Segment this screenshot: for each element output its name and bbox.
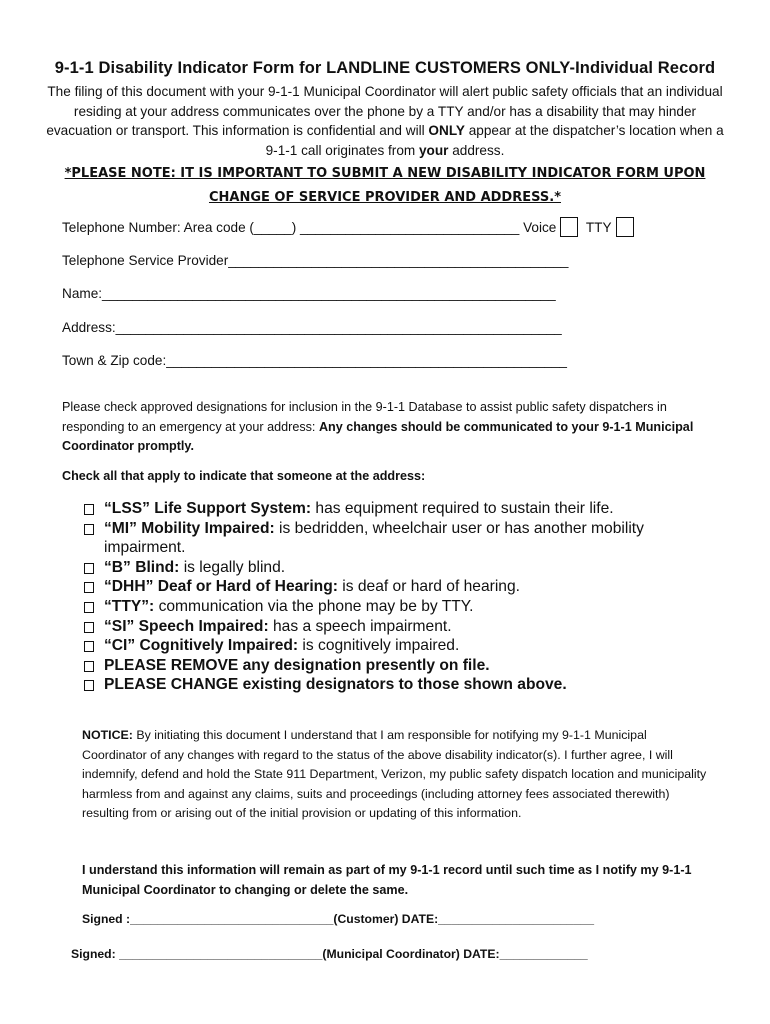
designation-mi — [84, 519, 704, 558]
designation-text: is bedridden, wheelchair user or has another mobility impairment. — [104, 519, 644, 557]
intro-text-2: appear at the dispatcher’s location when a 9-1-1 call originates from — [265, 123, 724, 158]
designation-label: “B” Blind: — [104, 558, 180, 576]
check-para-text: Please check approved designations for inclusion in the 9-1-1 Database to assist public safety dispatchers in responding to an emergency at your address: — [62, 400, 667, 434]
designation-list — [84, 499, 704, 695]
designation-lss — [84, 499, 704, 519]
tty-label: TTY — [585, 220, 612, 235]
designation-dhh — [84, 577, 704, 597]
designation-label: “MI” Mobility Impaired: — [104, 519, 275, 537]
notice-text: By initiating this document I understand that I am responsible for notifying my 9-1-1 Municipal Coordinator of any changes with regard to the status of the above disability indicator(s). I further agree, I will indemnify, defend and hold the State 911 Department, Verizon, my public safety dispatch location and municipality harmless from and against any claims, suits and proceedings (including attorney fees associated therewith) resulting from or arising out of the initial provision or updating of this information. — [82, 728, 707, 820]
intro-paragraph — [40, 82, 730, 160]
remove-checkbox[interactable] — [84, 661, 94, 672]
please-note — [40, 162, 730, 210]
understand-paragraph: I understand this information will remain as part of my 9-1-1 record until such time as I notify my 9-1-1 Municipal Coordinator to changing or delete the same. — [82, 863, 692, 897]
designation-text: is legally blind. — [179, 558, 286, 576]
intro-text-3: address. — [448, 142, 505, 158]
ci-checkbox[interactable] — [84, 641, 94, 652]
designation-ci — [84, 636, 704, 656]
tty-designation-checkbox[interactable] — [84, 602, 94, 613]
designation-text: has a speech impairment. — [268, 617, 452, 635]
lss-checkbox[interactable] — [84, 504, 94, 515]
note-line-2: CHANGE OF SERVICE PROVIDER AND ADDRESS.* — [208, 190, 561, 205]
change-checkbox[interactable] — [84, 680, 94, 691]
check-designations-paragraph — [62, 398, 702, 457]
provider-field[interactable]: Telephone Service Provider_____________________________________________ — [62, 253, 569, 268]
designation-b — [84, 558, 704, 578]
designation-text: is cognitively impaired. — [298, 637, 460, 655]
designation-label: “CI” Cognitively Impaired: — [104, 637, 299, 655]
telephone-label: Telephone Number: Area code (_____) _____________________________ Voice — [62, 220, 557, 235]
designation-label: PLEASE REMOVE any designation presently on file. — [104, 656, 490, 674]
tty-checkbox[interactable] — [616, 217, 634, 237]
address-field[interactable]: Address:___________________________________________________________ — [62, 320, 562, 335]
notice-label: NOTICE: — [82, 728, 133, 742]
designation-remove — [84, 656, 704, 676]
designation-text: is deaf or hard of hearing. — [337, 578, 520, 596]
designation-label: “DHH” Deaf or Hard of Hearing: — [104, 578, 338, 596]
form-title: 9-1-1 Disability Indicator Form for LANDLINE CUSTOMERS ONLY-Individual Record — [54, 59, 716, 77]
telephone-number-field[interactable] — [62, 217, 638, 237]
intro-your: your — [418, 142, 449, 158]
voice-checkbox[interactable] — [560, 217, 578, 237]
name-field[interactable]: Name:____________________________________________________________ — [62, 286, 556, 301]
mi-checkbox[interactable] — [84, 524, 94, 535]
customer-signature-line[interactable]: Signed :______________________________(Customer) DATE:_______________________ — [82, 912, 595, 926]
check-all-heading: Check all that apply to indicate that someone at the address: — [62, 469, 426, 483]
town-zip-field[interactable]: Town & Zip code:_____________________________________________________ — [62, 353, 567, 368]
designation-label: “LSS” Life Support System: — [104, 500, 312, 517]
designation-label: “TTY”: — [104, 597, 155, 615]
note-line-1: *PLEASE NOTE: IT IS IMPORTANT TO SUBMIT A NEW DISABILITY INDICATOR FORM UPON — [64, 166, 706, 181]
check-para-bold: Any changes should be communicated to your 9-1-1 Municipal Coordinator promptly. — [62, 419, 694, 453]
designation-label: PLEASE CHANGE existing designators to those shown above. — [104, 676, 567, 694]
designation-tty — [84, 597, 704, 617]
designation-text: communication via the phone may be by TTY. — [154, 597, 474, 615]
intro-only: ONLY — [428, 123, 465, 138]
coordinator-signature-line[interactable]: Signed: ______________________________(Municipal Coordinator) DATE:_____________ — [71, 947, 588, 961]
designation-label: “SI” Speech Impaired: — [104, 617, 269, 635]
designation-si — [84, 617, 704, 637]
designation-text: has equipment required to sustain their life. — [311, 500, 614, 517]
intro-text-1: The filing of this document with your 9-1-1 Municipal Coordinator will alert public safety officials that an individual residing at your address communicates over the phone by a TTY and/or has a disability that may hinder evacuation or transport. This information is confidential and will — [46, 84, 723, 138]
notice-paragraph — [82, 726, 707, 824]
designation-change — [84, 675, 704, 695]
b-checkbox[interactable] — [84, 563, 94, 574]
dhh-checkbox[interactable] — [84, 582, 94, 593]
si-checkbox[interactable] — [84, 622, 94, 633]
